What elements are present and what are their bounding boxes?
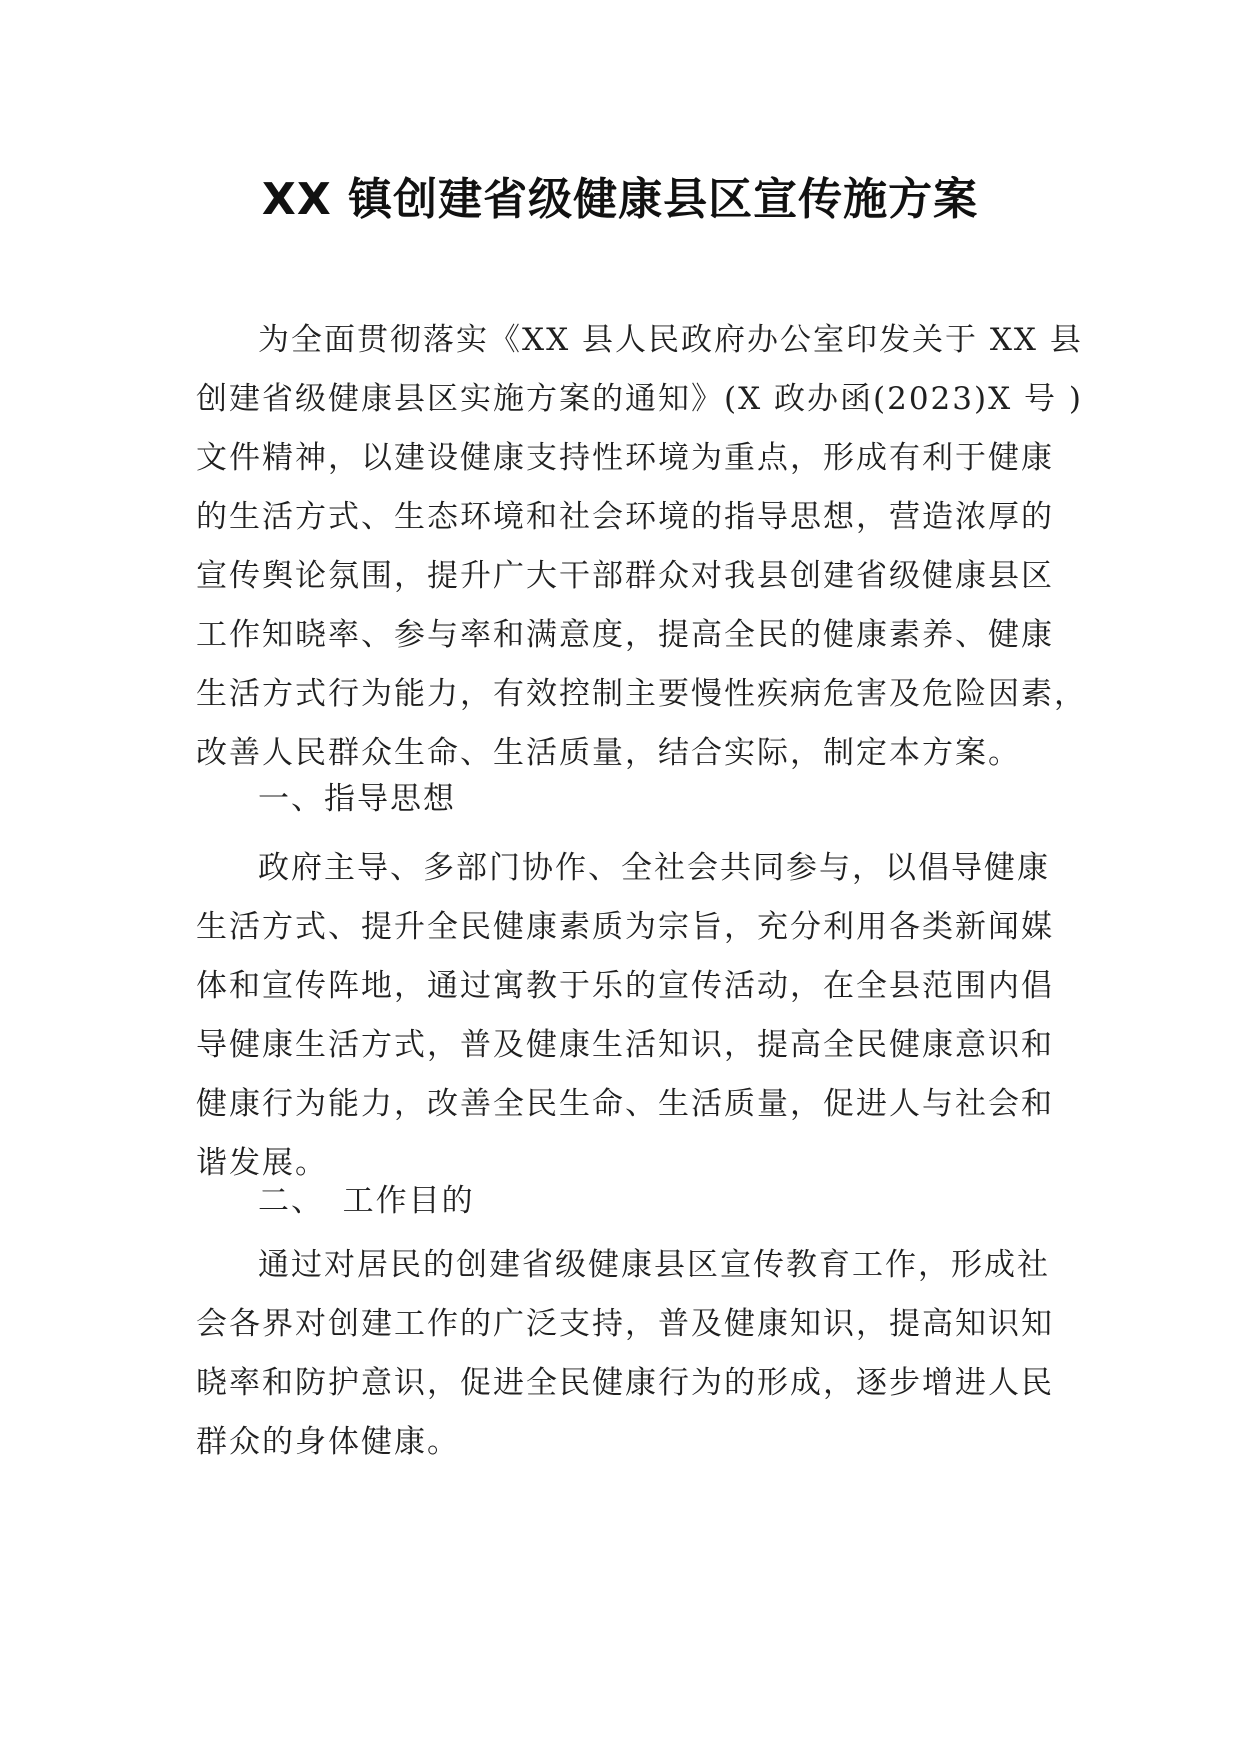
paragraph-line: 文件精神，以建设健康支持性环境为重点，形成有利于健康 bbox=[196, 440, 1054, 476]
paragraph-line: 健康行为能力，改善全民生命、生活质量，促进人与社会和 bbox=[196, 1086, 1054, 1122]
paragraph-line: 生活方式行为能力，有效控制主要慢性疾病危害及危险因素， bbox=[196, 676, 1087, 712]
paragraph-line: 群众的身体健康。 bbox=[196, 1424, 460, 1460]
section-heading-guiding-ideology: 一、指导思想 bbox=[258, 781, 456, 817]
paragraph-line: 工作知晓率、参与率和满意度，提高全民的健康素养、健康 bbox=[196, 617, 1054, 653]
paragraph-line: 的生活方式、生态环境和社会环境的指导思想，营造浓厚的 bbox=[196, 499, 1054, 535]
paragraph-line: 晓率和防护意识，促进全民健康行为的形成，逐步增进人民 bbox=[196, 1365, 1054, 1401]
paragraph-work-purpose bbox=[196, 1236, 1054, 1472]
section-heading-text: 工作目的 bbox=[342, 1183, 475, 1219]
document-title: XX 镇创建省级健康县区宣传施方案 bbox=[261, 174, 979, 225]
paragraph-line: 宣传舆论氛围，提升广大干部群众对我县创建省级健康县区 bbox=[196, 558, 1054, 594]
paragraph-line: 创建省级健康县区实施方案的通知》(X 政办函(2023)X 号 ) bbox=[196, 381, 1083, 417]
paragraph-guiding-ideology bbox=[196, 839, 1054, 1193]
paragraph-line: 会各界对创建工作的广泛支持，普及健康知识，提高知识知 bbox=[196, 1306, 1054, 1342]
paragraph-line: 政府主导、多部门协作、全社会共同参与，以倡导健康 bbox=[258, 850, 1050, 886]
paragraph-line: 生活方式、提升全民健康素质为宗旨，充分利用各类新闻媒 bbox=[196, 909, 1054, 945]
paragraph-line: 通过对居民的创建省级健康县区宣传教育工作，形成社 bbox=[258, 1247, 1050, 1283]
paragraph-line: 为全面贯彻落实《XX 县人民政府办公室印发关于 XX 县 bbox=[258, 322, 1083, 358]
paragraph-line: 体和宣传阵地，通过寓教于乐的宣传活动，在全县范围内倡 bbox=[196, 968, 1054, 1004]
paragraph-line: 导健康生活方式，普及健康生活知识，提高全民健康意识和 bbox=[196, 1027, 1054, 1063]
paragraph-line: 改善人民群众生命、生活质量，结合实际，制定本方案。 bbox=[196, 735, 1021, 771]
section-number: 二、 bbox=[258, 1183, 324, 1219]
section-heading-work-purpose bbox=[196, 1172, 1046, 1231]
paragraph-intro bbox=[196, 311, 1087, 783]
paragraph-line: 谐发展。 bbox=[196, 1145, 328, 1181]
